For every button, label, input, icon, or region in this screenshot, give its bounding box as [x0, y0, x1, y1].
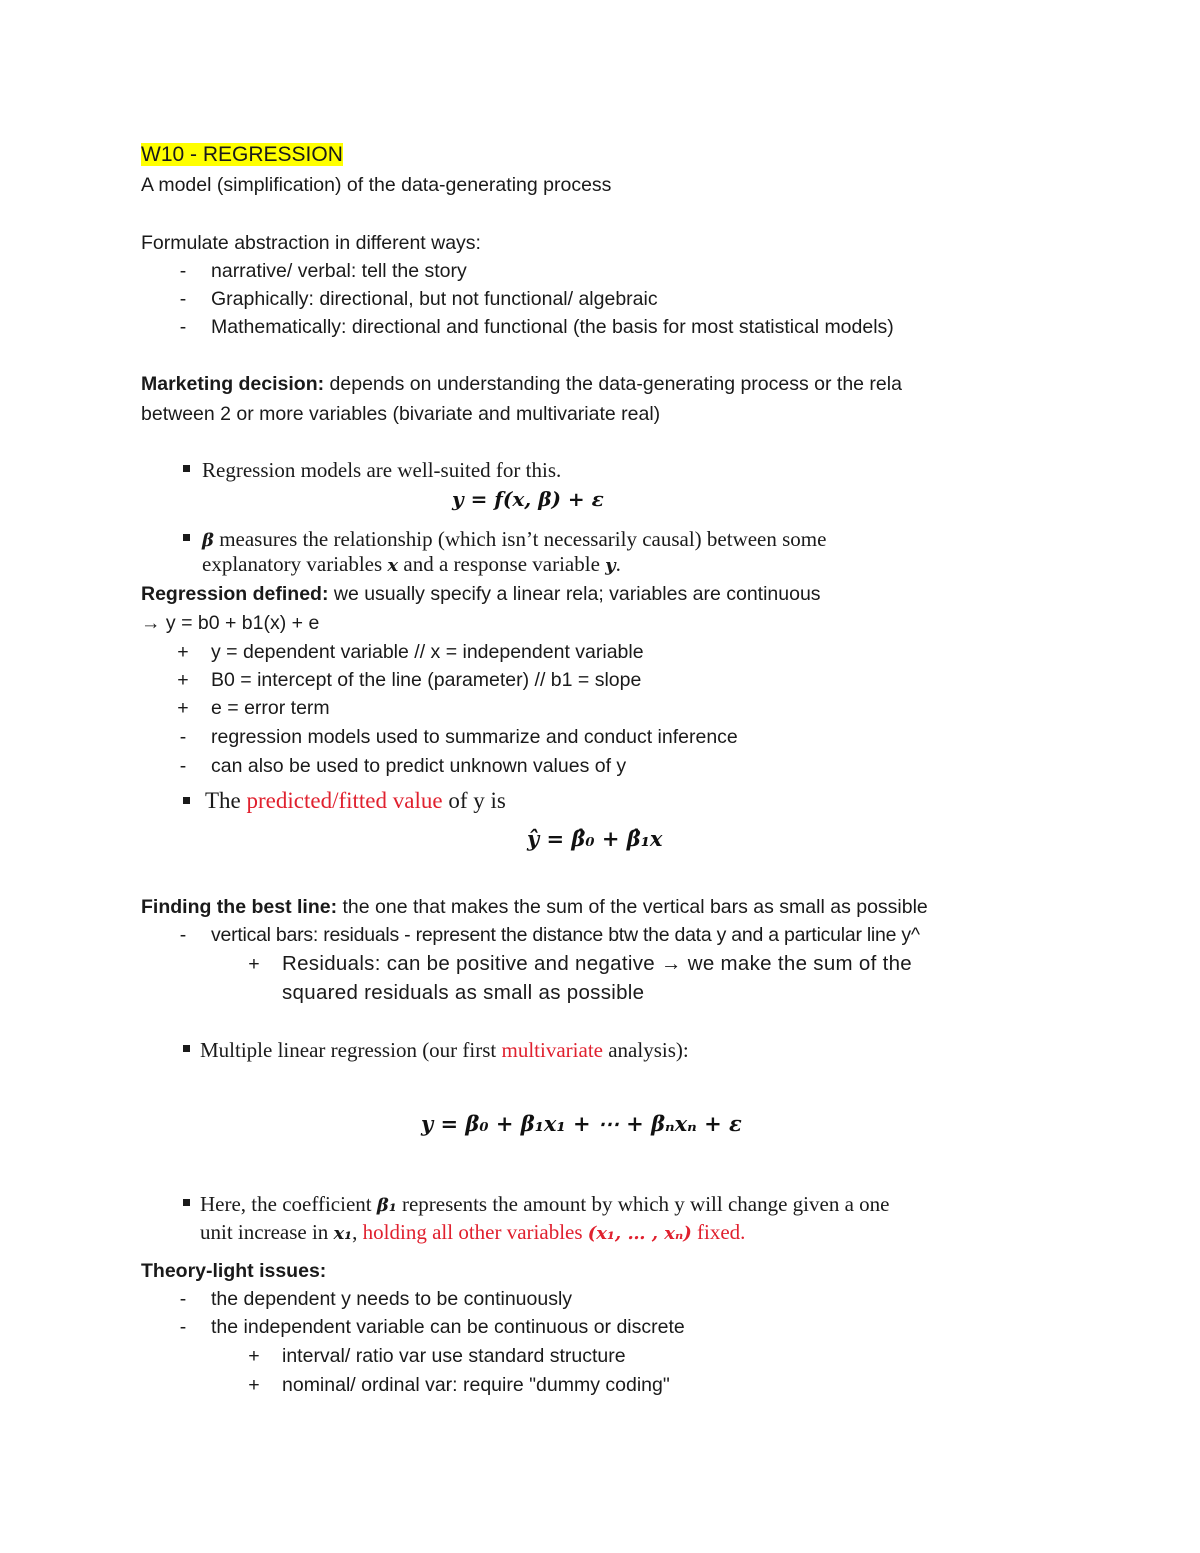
square-bullet-icon — [183, 1199, 190, 1206]
dash-marker: - — [179, 316, 187, 338]
slide3-post: analysis): — [602, 1038, 689, 1062]
regression-item-3: e = error term — [211, 697, 330, 719]
slide1-bullet-2-text: measures the relationship (which isn’t necessarily causal) between some — [219, 527, 827, 551]
dash-marker: - — [179, 924, 187, 946]
bestline-item-1: vertical bars: residuals - represent the distance btw the data y and a particular line y^ — [211, 924, 920, 946]
slide3-red-text-2: holding all other variables — [362, 1220, 588, 1244]
marketing-line-1 — [141, 372, 902, 396]
square-bullet-icon — [183, 534, 190, 541]
slide1-bullet-2 — [202, 526, 826, 554]
marketing-label: Marketing decision: — [141, 373, 325, 395]
dash-marker: - — [179, 755, 187, 777]
square-bullet-icon — [183, 465, 190, 472]
slide1-text-c: and a response variable — [403, 552, 600, 576]
formulate-item-2: Graphically: directional, but not functional/ algebraic — [211, 288, 658, 310]
regression-line — [141, 582, 821, 606]
page-title — [141, 143, 343, 167]
dash-marker: - — [179, 726, 187, 748]
theory-label: Theory-light issues: — [141, 1260, 327, 1282]
theory-item-2: the independent variable can be continuous or discrete — [211, 1316, 685, 1338]
bestline-sub-1b: squared residuals as small as possible — [282, 981, 645, 1004]
slide3-bullet-2-cont — [200, 1219, 745, 1247]
slide3-b2-c: unit increase in — [200, 1220, 334, 1244]
slide3-bullet-2 — [200, 1191, 889, 1219]
formulate-item-1: narrative/ verbal: tell the story — [211, 260, 467, 282]
slide2-post: of y is — [442, 788, 506, 813]
slide2-equation: ŷ = β̂₀ + β̂₁x — [527, 826, 663, 851]
slide1-bullet-1: Regression models are well-suited for this. — [202, 458, 562, 482]
slide1-bullet-2-cont — [202, 551, 621, 579]
bestline-label: Finding the best line: — [141, 896, 338, 918]
slide3-equation: y = β₀ + β₁x₁ + ⋯ + βₙxₙ + ε — [421, 1111, 742, 1136]
plus-marker: + — [248, 1374, 260, 1396]
regression-item-5: can also be used to predict unknown values of y — [211, 755, 627, 777]
regression-item-1: y = dependent variable // x = independent variable — [211, 641, 644, 663]
formulate-heading: Formulate abstraction in different ways: — [141, 232, 481, 254]
slide3-b2-d: , — [352, 1220, 363, 1244]
slide3-pre: Multiple linear regression (our first — [200, 1038, 502, 1062]
slide1-text-d: . — [615, 552, 621, 576]
theory-subitem-1: interval/ ratio var use standard structure — [282, 1345, 626, 1367]
dash-marker: - — [179, 288, 187, 310]
regression-item-4: regression models used to summarize and conduct inference — [211, 726, 738, 748]
y-symbol: y — [605, 555, 616, 576]
dash-marker: - — [179, 1288, 187, 1310]
regression-formula: → y = b0 + b1(x) + e — [141, 612, 320, 634]
dash-marker: - — [179, 260, 187, 282]
square-bullet-icon — [183, 797, 190, 804]
slide1-text-b: explanatory variables — [202, 552, 383, 576]
bestline-line — [141, 895, 928, 919]
beta1-symbol: β₁ — [376, 1195, 397, 1216]
plus-marker: + — [248, 953, 260, 975]
regression-text: we usually specify a linear rela; variables are continuous — [328, 583, 821, 605]
slide3-b2-a: Here, the coefficient — [200, 1192, 377, 1216]
formulate-item-3: Mathematically: directional and functional (the basis for most statistical models) — [211, 316, 894, 338]
subtitle: A model (simplification) of the data-generating process — [141, 174, 612, 196]
x-range-symbol: (x₁, … , xₙ) — [587, 1223, 692, 1244]
slide1-equation: y = f(x, β) + ε — [452, 487, 604, 511]
slide3-b2-b: represents the amount by which y will change given a one — [396, 1192, 890, 1216]
theory-subitem-2: nominal/ ordinal var: require "dummy coding" — [282, 1374, 670, 1396]
slide2-red-text: predicted/fitted value — [246, 788, 443, 813]
plus-marker: + — [177, 697, 189, 719]
slide3-red-text: multivariate — [501, 1038, 603, 1062]
dash-marker: - — [179, 1316, 187, 1338]
slide2-bullet — [205, 788, 506, 814]
regression-item-2: B0 = intercept of the line (parameter) // b1 = slope — [211, 669, 642, 691]
slide2-pre: The — [205, 788, 247, 813]
marketing-text-2: between 2 or more variables (bivariate and multivariate real) — [141, 403, 661, 425]
theory-item-1: the dependent y needs to be continuously — [211, 1288, 573, 1310]
slide3-bullet-1 — [200, 1037, 689, 1063]
x1-symbol: x₁ — [333, 1223, 353, 1244]
x-symbol: x — [387, 555, 399, 576]
regression-label: Regression defined: — [141, 583, 329, 605]
square-bullet-icon — [183, 1045, 190, 1052]
title-highlight: W10 - REGRESSION — [141, 143, 343, 166]
bestline-text: the one that makes the sum of the vertical bars as small as possible — [337, 896, 928, 918]
slide3-red-text-3: fixed. — [691, 1220, 746, 1244]
marketing-text-1: depends on understanding the data-generating process or the rela — [324, 373, 902, 395]
plus-marker: + — [177, 641, 189, 663]
plus-marker: + — [248, 1345, 260, 1367]
plus-marker: + — [177, 669, 189, 691]
beta-symbol: β — [202, 530, 214, 551]
theory-heading — [141, 1259, 326, 1283]
bestline-sub-1: Residuals: can be positive and negative → we make the sum of the — [282, 952, 912, 975]
